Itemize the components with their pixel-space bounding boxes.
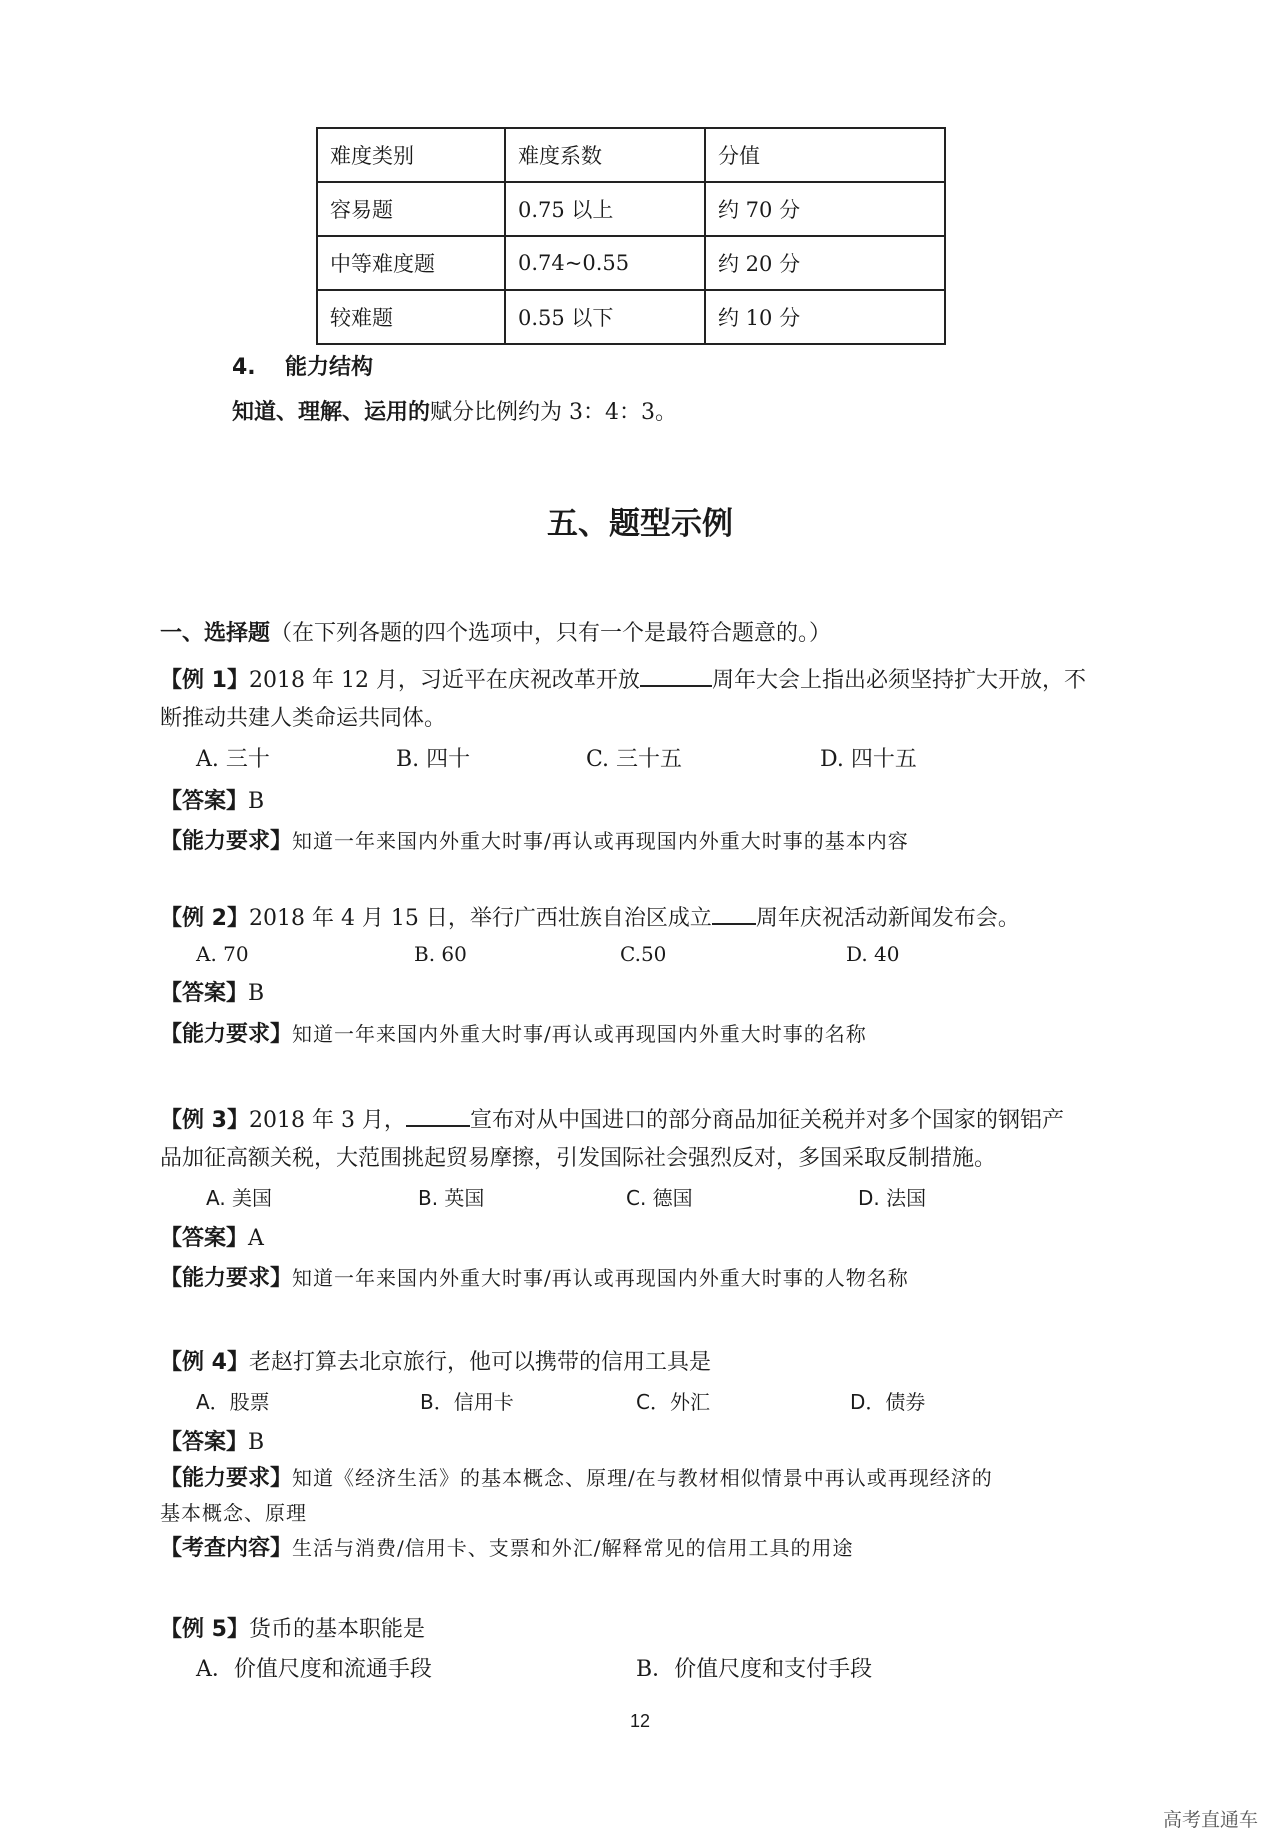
ability-title: 能力结构: [285, 355, 374, 380]
content-tag: 【考查内容】: [160, 1536, 293, 1561]
answer-value: B: [248, 789, 265, 814]
ability-text-rest: 赋分比例约为 3：4：3。: [430, 400, 678, 425]
ability-tag: 【能力要求】: [160, 1466, 293, 1491]
example-3-answer: [160, 1223, 264, 1255]
ability-number: 4.: [232, 355, 256, 380]
ability-text: 知道一年来国内外重大时事/再认或再现国内外重大时事的名称: [292, 1022, 867, 1046]
answer-blank: [640, 663, 712, 687]
ability-tag: 【能力要求】: [160, 829, 293, 854]
example-1-ability: [160, 825, 909, 858]
table-cell: 中等难度题: [317, 236, 505, 290]
example-tag: 【例 4】: [160, 1350, 249, 1375]
option-b: B．价值尺度和支付手段: [636, 1657, 873, 1682]
section-title: 五、题型示例: [547, 506, 733, 542]
option-c: C. 德国: [626, 1186, 693, 1210]
answer-tag: 【答案】: [160, 789, 249, 814]
option-b: B. 四十: [396, 747, 471, 772]
option-b: B. 英国: [418, 1186, 485, 1210]
option-c: C．外汇: [636, 1390, 710, 1414]
table-cell: 容易题: [317, 182, 505, 236]
ability-tag: 【能力要求】: [160, 1022, 293, 1047]
table-cell: 约 10 分: [705, 290, 945, 344]
question-text: 货币的基本职能是: [248, 1617, 425, 1642]
option-a: A. 美国: [206, 1186, 273, 1210]
table-row: [317, 128, 945, 182]
answer-value: B: [248, 1430, 265, 1455]
answer-tag: 【答案】: [160, 1430, 249, 1455]
table-cell: 分值: [705, 128, 945, 182]
answer-tag: 【答案】: [160, 1226, 249, 1251]
watermark: 高考直通车: [1162, 1809, 1258, 1831]
example-2-question: [160, 901, 1020, 935]
table-row: [317, 182, 945, 236]
option-d: D. 40: [846, 942, 900, 966]
example-2-ability: [160, 1018, 867, 1051]
option-b: B. 60: [414, 942, 467, 966]
example-1-question: [160, 663, 1086, 697]
content-text: 生活与消费/信用卡、支票和外汇/解释常见的信用工具的用途: [292, 1536, 854, 1560]
example-4-ability: [160, 1462, 993, 1495]
table-cell: 0.75 以上: [505, 182, 705, 236]
answer-value: B: [248, 981, 265, 1006]
option-d: D. 法国: [858, 1186, 927, 1210]
question-text: 老赵打算去北京旅行，他可以携带的信用工具是: [248, 1350, 711, 1375]
example-4-ability-line2: 基本概念、原理: [160, 1501, 307, 1525]
example-tag: 【例 2】: [160, 906, 249, 931]
example-4-content: [160, 1532, 854, 1565]
ability-text: 知道一年来国内外重大时事/再认或再现国内外重大时事的基本内容: [292, 829, 909, 853]
answer-blank: [406, 1103, 470, 1127]
ability-text-bold: 知道、理解、运用的: [232, 400, 431, 425]
example-2-answer: [160, 978, 264, 1010]
question-text: 宣布对从中国进口的部分商品加征关税并对多个国家的钢铝产: [469, 1108, 1064, 1133]
question-text: 2018 年 3 月，: [248, 1108, 406, 1133]
table-cell: 难度类别: [317, 128, 505, 182]
option-a: A．股票: [196, 1390, 270, 1414]
table-row: [317, 236, 945, 290]
example-1-answer: [160, 786, 264, 818]
example-tag: 【例 5】: [160, 1617, 249, 1642]
table-cell: 较难题: [317, 290, 505, 344]
example-5-question: [160, 1614, 425, 1646]
table-row: [317, 290, 945, 344]
option-c: C. 三十五: [586, 747, 683, 772]
example-3-ability: [160, 1262, 909, 1295]
option-a: A. 70: [196, 942, 249, 966]
table-cell: 0.74~0.55: [505, 236, 705, 290]
question-text: 周年大会上指出必须坚持扩大开放，不: [711, 668, 1086, 693]
ability-tag: 【能力要求】: [160, 1266, 293, 1291]
answer-value: A: [248, 1226, 264, 1251]
question-text: 周年庆祝活动新闻发布会。: [755, 906, 1020, 931]
example-3-question-line2: 品加征高额关税，大范围挑起贸易摩擦，引发国际社会强烈反对，多国采取反制措施。: [160, 1146, 997, 1171]
example-tag: 【例 1】: [160, 668, 249, 693]
ability-text: 知道《经济生活》的基本概念、原理/在与教材相似情景中再认或再现经济的: [292, 1466, 993, 1490]
table-cell: 0.55 以下: [505, 290, 705, 344]
ability-heading: [232, 352, 373, 384]
page-number: 12: [629, 1711, 651, 1731]
choice-label: 一、选择题: [160, 621, 271, 646]
example-3-question: [160, 1103, 1064, 1137]
option-d: D. 四十五: [820, 747, 917, 772]
question-text: 2018 年 12 月，习近平在庆祝改革开放: [248, 668, 640, 693]
option-a: A. 三十: [196, 747, 270, 772]
question-text: 2018 年 4 月 15 日，举行广西壮族自治区成立: [248, 906, 712, 931]
difficulty-table: [316, 127, 946, 345]
example-4-question: [160, 1347, 711, 1379]
option-b: B．信用卡: [420, 1390, 514, 1414]
choice-desc: （在下列各题的四个选项中，只有一个是最符合题意的。）: [270, 621, 832, 646]
answer-tag: 【答案】: [160, 981, 249, 1006]
table-cell: 难度系数: [505, 128, 705, 182]
option-c: C.50: [620, 942, 667, 966]
example-4-answer: [160, 1427, 264, 1459]
example-1-question-line2: 断推动共建人类命运共同体。: [160, 706, 447, 731]
table-cell: 约 70 分: [705, 182, 945, 236]
answer-blank: [712, 901, 756, 925]
example-tag: 【例 3】: [160, 1108, 249, 1133]
choice-heading: [160, 618, 831, 650]
table-cell: 约 20 分: [705, 236, 945, 290]
ability-ratio: [232, 397, 677, 429]
ability-text: 知道一年来国内外重大时事/再认或再现国内外重大时事的人物名称: [292, 1266, 909, 1290]
option-d: D．债券: [850, 1390, 926, 1414]
option-a: A．价值尺度和流通手段: [196, 1657, 432, 1682]
